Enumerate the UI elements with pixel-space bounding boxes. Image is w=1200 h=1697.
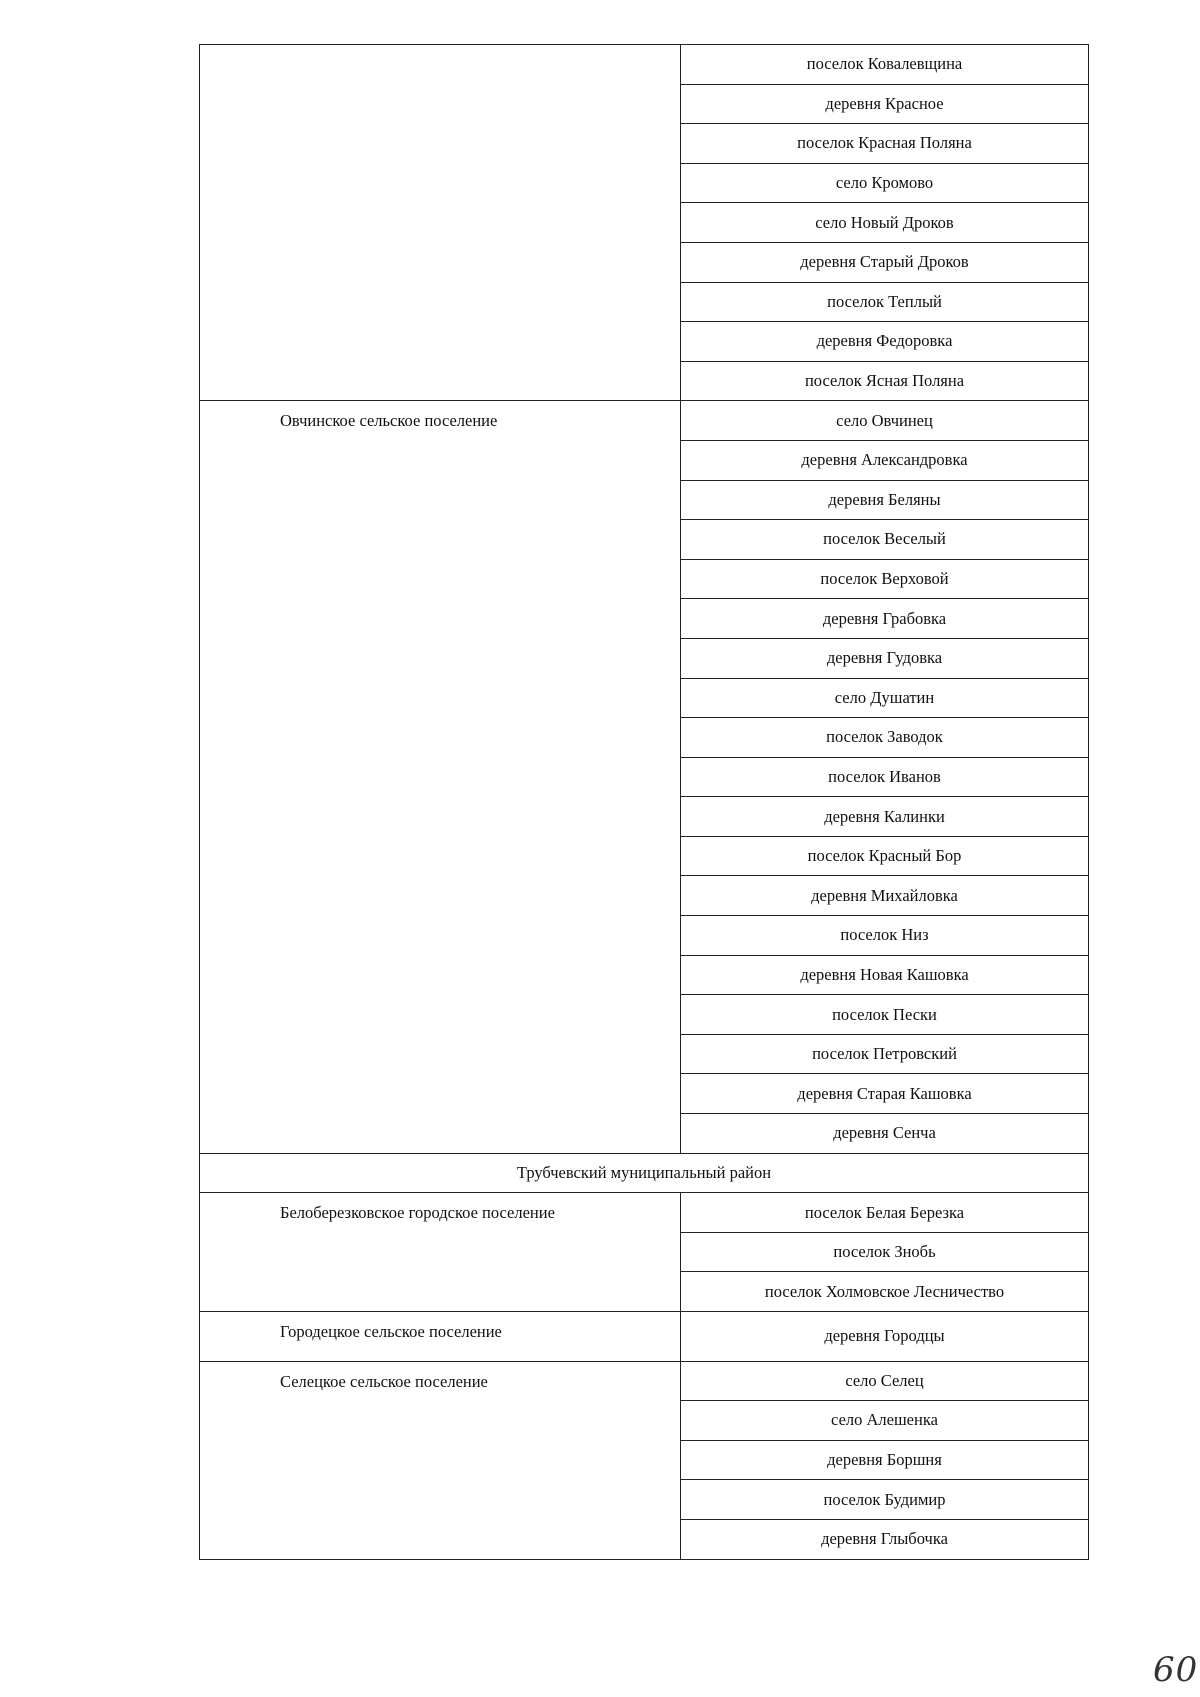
locality-cell: деревня Сенча [681,1114,1089,1154]
locality-row [200,1312,1089,1362]
locality-cell: поселок Пески [681,995,1089,1035]
locality-row [200,1193,1089,1233]
settlements-table-body [200,45,1089,1560]
locality-row [200,401,1089,441]
locality-row [200,1361,1089,1401]
locality-cell: поселок Белая Березка [681,1193,1089,1233]
locality-cell: поселок Красная Поляна [681,124,1089,164]
settlement-cell: Овчинское сельское поселение [200,401,681,1153]
settlement-cell [200,45,681,401]
locality-cell: деревня Старая Кашовка [681,1074,1089,1114]
locality-cell: поселок Будимир [681,1480,1089,1520]
locality-cell: село Селец [681,1361,1089,1401]
locality-cell: поселок Холмовское Лесничество [681,1272,1089,1312]
locality-cell: поселок Красный Бор [681,836,1089,876]
settlement-cell: Селецкое сельское поселение [200,1361,681,1559]
page-number: 60 [1153,1650,1199,1690]
settlements-table [199,44,1089,1560]
locality-cell: поселок Верховой [681,559,1089,599]
locality-cell: деревня Городцы [681,1312,1089,1362]
locality-cell: поселок Низ [681,916,1089,956]
settlement-cell: Городецкое сельское поселение [200,1312,681,1362]
locality-cell: деревня Старый Дроков [681,242,1089,282]
locality-cell: поселок Ясная Поляна [681,361,1089,401]
locality-cell: поселок Иванов [681,757,1089,797]
settlement-cell: Белоберезковское городское поселение [200,1193,681,1312]
locality-cell: деревня Беляны [681,480,1089,520]
locality-cell: село Алешенка [681,1401,1089,1441]
locality-cell: село Кромово [681,163,1089,203]
locality-cell: деревня Федоровка [681,322,1089,362]
locality-cell: поселок Веселый [681,520,1089,560]
locality-cell: село Овчинец [681,401,1089,441]
locality-cell: деревня Красное [681,84,1089,124]
locality-cell: поселок Знобь [681,1232,1089,1272]
locality-cell: поселок Ковалевщина [681,45,1089,85]
locality-cell: село Новый Дроков [681,203,1089,243]
locality-cell: деревня Глыбочка [681,1519,1089,1559]
locality-cell: поселок Заводок [681,718,1089,758]
locality-cell: деревня Гудовка [681,638,1089,678]
district-name: Трубчевский муниципальный район [200,1153,1089,1193]
locality-cell: поселок Теплый [681,282,1089,322]
locality-cell: деревня Грабовка [681,599,1089,639]
locality-cell: деревня Новая Кашовка [681,955,1089,995]
district-row [200,1153,1089,1193]
locality-cell: поселок Петровский [681,1034,1089,1074]
locality-cell: деревня Калинки [681,797,1089,837]
locality-cell: деревня Боршня [681,1440,1089,1480]
locality-cell: село Душатин [681,678,1089,718]
locality-row [200,45,1089,85]
locality-cell: деревня Александровка [681,440,1089,480]
locality-cell: деревня Михайловка [681,876,1089,916]
